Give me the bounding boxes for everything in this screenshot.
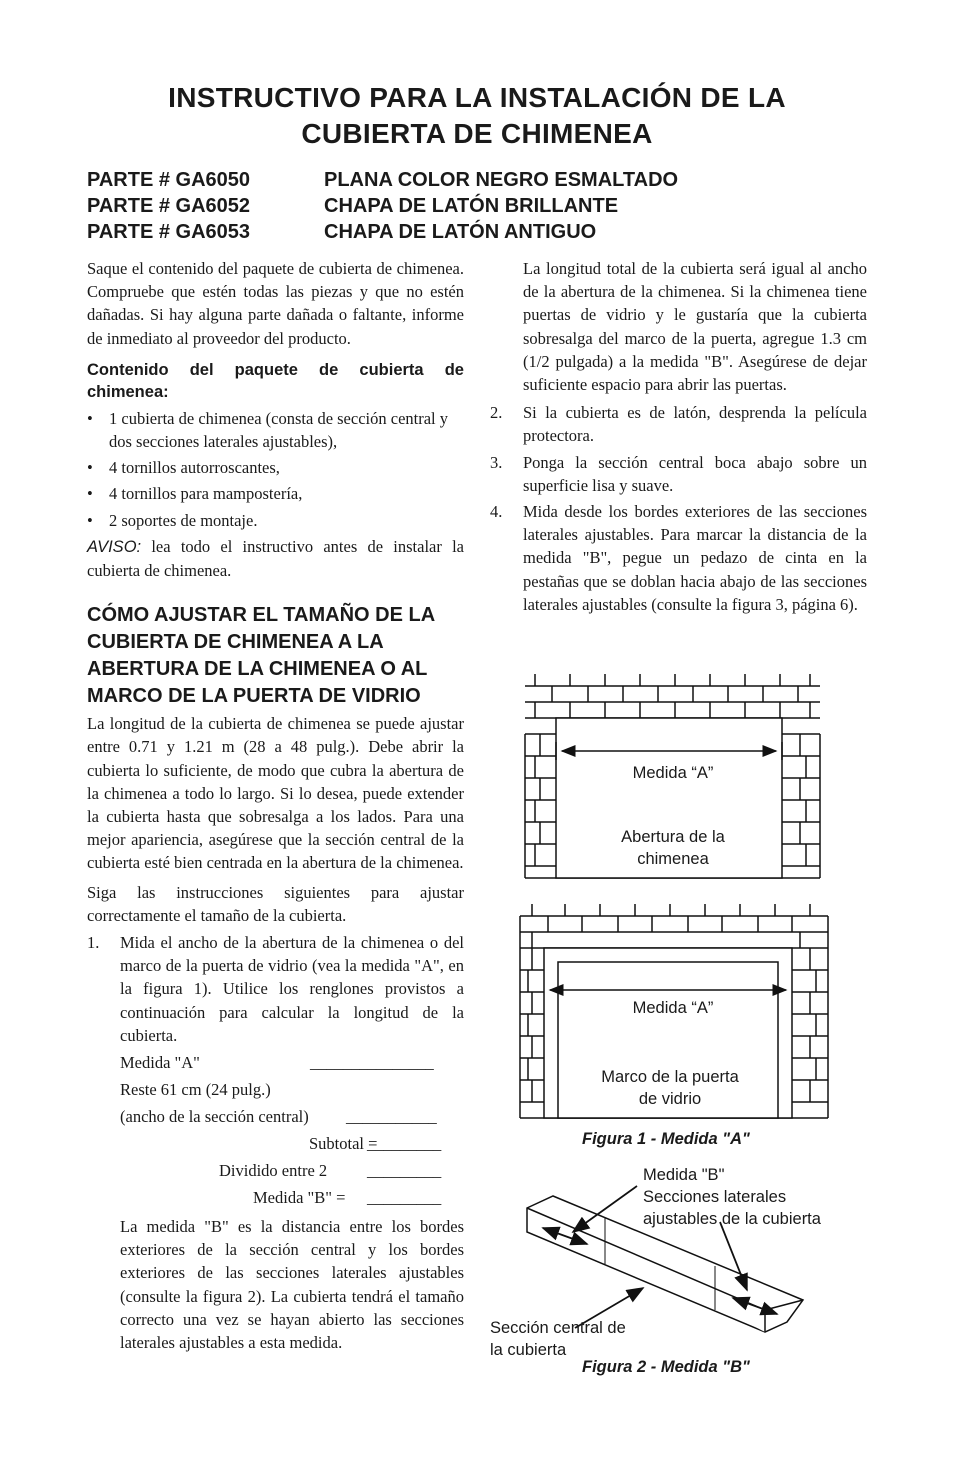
bullet: • [87, 408, 93, 428]
bullet: • [87, 510, 93, 530]
aviso-label: AVISO: [87, 537, 142, 556]
list-item [87, 482, 464, 505]
body-paragraph: La longitud de la cubierta de chimenea se puede ajustar entre 0.71 y 1.21 m (28 a 48 pulg.). Debe abrir la cubierta lo suficiente, de modo que cubra la abertura de la chimenea a todo lo largo. Si lo desea, puede extender la cubierta hasta que sobresalga a los lados. Para una mejor apariencia, asegúrese que la sección central de la cubierta esté bien centrada en la abertura de la chimenea. [87, 714, 464, 873]
contents-heading: Contenido del paquete de cubierta de chimenea: [87, 360, 464, 401]
step-text: Ponga la sección central boca abajo sobre un superficie lisa y suave. [523, 452, 867, 495]
list-item [87, 407, 464, 453]
list-item-text: 2 soportes de montaje. [109, 510, 258, 530]
step-text: La medida "B" es la distancia entre los bordes exteriores de la sección central y los bordes exteriores de las secciones laterales ajustables (consulte la figura 2). La cubierta tendrá el tamaño correcto una vez se hayan abierto las secciones laterales ajustables a esta medida. [120, 1217, 464, 1353]
label-line: Sección central de [490, 1319, 626, 1337]
figure-2-center-label [490, 1317, 626, 1361]
step-text: Mida el ancho de la abertura de la chimenea o del marco de la puerta de vidrio (vea la medida "A", en la figura 1). Utilice los renglones provistos a continuación para calcular la longitud de la cubierta. [120, 933, 464, 1045]
part-row [87, 219, 678, 245]
list-item-text: 4 tornillos para mampostería, [109, 484, 303, 504]
list-item-text: 4 tornillos autorroscantes, [109, 458, 280, 478]
part-row [87, 193, 678, 219]
calc-label: Medida "B" = [253, 1188, 346, 1208]
right-column [490, 257, 867, 619]
calc-blank[interactable]: _________ [367, 1161, 442, 1181]
body-paragraph: Siga las instrucciones siguientes para ajustar correctamente el tamaño de la cubierta. [87, 882, 464, 925]
figure-2-caption: Figura 2 - Medida "B" [582, 1358, 750, 1376]
label-line: Secciones laterales [643, 1188, 787, 1206]
step-number: 3. [490, 452, 503, 472]
figure-1-door-label [572, 1066, 768, 1110]
calc-label: Reste 61 cm (24 pulg.) [120, 1080, 271, 1100]
label-line: chimenea [637, 850, 709, 868]
title-line-1: INSTRUCTIVO PARA LA INSTALACIÓN DE LA [168, 82, 786, 113]
figure-2-side-label [643, 1164, 821, 1230]
part-list [87, 167, 678, 245]
step-number: 4. [490, 502, 503, 522]
part-row [87, 167, 678, 193]
part-number: PARTE # GA6052 [87, 195, 251, 217]
calc-blank[interactable]: _______________ [310, 1053, 434, 1073]
bullet: • [87, 484, 93, 504]
figure-1-opening-label [585, 826, 761, 870]
calc-label: Medida "A" [120, 1053, 200, 1073]
step-text: Mida desde los bordes exteriores de las secciones laterales ajustables. Para marcar la distancia de la medida "B", pegue un pedazo de cinta en la pestañas que se doblan hacia abajo de las secciones laterales ajustables (consulte la figura 3, página 6). [523, 502, 867, 614]
calc-label: Dividido entre 2 [219, 1161, 328, 1181]
step-text: Si la cubierta es de latón, desprenda la película protectora. [523, 403, 867, 446]
label-line: Medida "B" [643, 1166, 725, 1184]
list-item-text: 1 cubierta de chimenea (consta de sección central y dos secciones laterales ajustables), [109, 408, 448, 452]
label-line: de vidrio [638, 1090, 702, 1108]
label-line: ajustables de la cubierta [643, 1210, 821, 1228]
body-paragraph: La longitud total de la cubierta será igual al ancho de la abertura de la chimenea. Si la chimenea tiene puertas de vidrio y le gustaría que la cubierta sobresalga del marco de la puerta, agregue 1.3 cm (1/2 pulgada) a la medida "B". Asegúrese de dejar suficiente espacio para abrir las puertas. [523, 259, 867, 395]
step-item [490, 451, 867, 497]
step-item [87, 931, 464, 1354]
contents-list [87, 407, 464, 532]
part-number: PARTE # GA6053 [87, 221, 251, 243]
figure-1-measure-label: Medida “A” [632, 764, 714, 782]
steps-list [490, 401, 867, 616]
steps-list [87, 931, 464, 1354]
step-item [490, 500, 867, 616]
part-description: PLANA COLOR NEGRO ESMALTADO [324, 169, 679, 191]
list-item [87, 509, 464, 532]
label-line: la cubierta [490, 1341, 567, 1359]
label-line: Marco de la puerta [601, 1068, 739, 1086]
label-line: Abertura de la [621, 828, 725, 846]
bullet: • [87, 458, 93, 478]
calc-blank[interactable]: _________ [367, 1134, 442, 1154]
calc-worksheet [120, 1051, 464, 1213]
step-number: 1. [87, 933, 100, 953]
calc-label: Subtotal = [309, 1134, 378, 1154]
page-title [0, 80, 954, 152]
aviso-note [87, 535, 464, 582]
aviso-text: lea todo el instructivo antes de instalar la cubierta de chimenea. [87, 536, 464, 581]
part-description: CHAPA DE LATÓN ANTIGUO [324, 221, 597, 243]
calc-blank[interactable]: ___________ [346, 1107, 437, 1127]
figure-1-measure-label: Medida “A” [632, 999, 714, 1017]
title-line-2: CUBIERTA DE CHIMENEA [301, 118, 653, 149]
left-column [87, 257, 464, 1357]
list-item [87, 456, 464, 479]
section-heading: CÓMO AJUSTAR EL TAMAÑO DE LA CUBIERTA DE CHIMENEA A LA ABERTURA DE LA CHIMENEA O AL MARCO DE LA PUERTA DE VIDRIO [87, 604, 435, 708]
calc-blank[interactable]: _________ [367, 1188, 442, 1208]
figure-1-illustration [510, 668, 840, 1128]
intro-paragraph: Saque el contenido del paquete de cubierta de chimenea. Compruebe que estén todas las piezas y que no estén dañadas. Si hay alguna parte dañada o faltante, informe de inmediato al proveedor del producto. [87, 259, 464, 348]
step-item [490, 401, 867, 447]
part-number: PARTE # GA6050 [87, 169, 251, 191]
calc-label: (ancho de la sección central) [120, 1107, 309, 1127]
part-description: CHAPA DE LATÓN BRILLANTE [324, 195, 619, 217]
step-number: 2. [490, 403, 503, 423]
figure-1-caption: Figura 1 - Medida "A" [582, 1130, 750, 1148]
